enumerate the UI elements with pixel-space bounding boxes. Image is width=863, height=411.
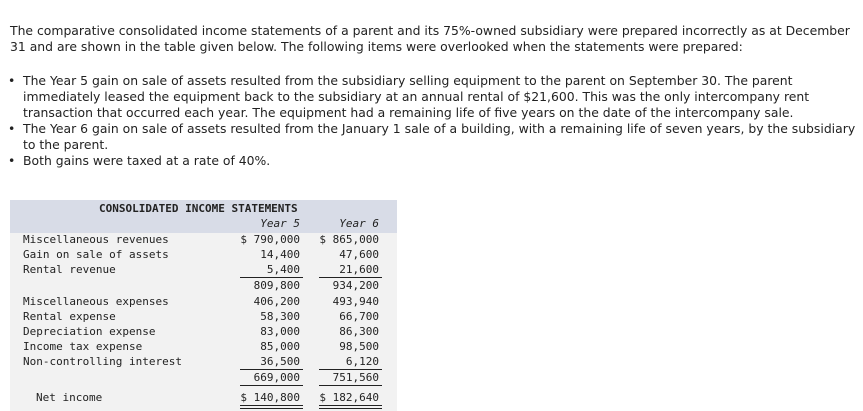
cell-year5: 5,400 — [266, 263, 300, 276]
cell-year6: 47,600 — [339, 248, 379, 261]
net-income-label: Net income — [36, 391, 103, 404]
row-label: Miscellaneous revenues — [23, 233, 169, 246]
row-label: Miscellaneous expenses — [23, 295, 169, 308]
double-rule — [319, 405, 382, 406]
row-label: Rental revenue — [23, 263, 116, 276]
revenue-total-year6: 934,200 — [332, 279, 379, 292]
row-label: Depreciation expense — [23, 325, 156, 338]
cell-year5: 36,500 — [260, 355, 300, 368]
cell-year6: 66,700 — [339, 310, 379, 323]
problem-intro: The comparative consolidated income statements of a parent and its 75%-owned subsidiary were prepared incorrectly as at December 31 and are shown in the table given below. The following items were overlooked when the statements were prepared: — [10, 23, 850, 55]
expense-total-year6: 751,560 — [332, 371, 379, 384]
cell-year6: 493,940 — [332, 295, 379, 308]
column-header-year6: Year 6 — [339, 217, 379, 230]
income-statement-table — [10, 200, 397, 411]
double-rule — [240, 408, 303, 409]
subtotal-rule — [319, 369, 382, 370]
net-income-year5: $ 140,800 — [240, 391, 300, 404]
subtotal-rule — [240, 277, 303, 278]
expense-total-year5: 669,000 — [253, 371, 300, 384]
cell-year5: 406,200 — [253, 295, 300, 308]
net-income-year6: $ 182,640 — [319, 391, 379, 404]
revenue-total-year5: 809,800 — [253, 279, 300, 292]
cell-year5: 14,400 — [260, 248, 300, 261]
subtotal-rule — [240, 369, 303, 370]
cell-year5: $ 790,000 — [240, 233, 300, 246]
bullet-item: • The Year 6 gain on sale of assets resulted from the January 1 sale of a building, with a remaining life of seven years, by the subsidiary to the parent. — [23, 121, 863, 153]
subtotal-rule — [319, 277, 382, 278]
row-label: Income tax expense — [23, 340, 143, 353]
cell-year6: $ 865,000 — [319, 233, 379, 246]
overlooked-items-list — [0, 73, 863, 169]
row-label: Gain on sale of assets — [23, 248, 169, 261]
bullet-item: • Both gains were taxed at a rate of 40%. — [23, 153, 863, 169]
cell-year5: 83,000 — [260, 325, 300, 338]
bullet-item: • The Year 5 gain on sale of assets resulted from the subsidiary selling equipment to the parent on September 30. The parent immediately leased the equipment back to the subsidiary at an annual rental of $21,600. This was the only intercompany rent transaction that occurred each year. The equipment had a remaining life of five years on the date of the intercompany sale. — [23, 73, 863, 121]
cell-year5: 85,000 — [260, 340, 300, 353]
row-label: Rental expense — [23, 310, 116, 323]
cell-year5: 58,300 — [260, 310, 300, 323]
cell-year6: 6,120 — [345, 355, 379, 368]
subtotal-rule — [319, 385, 382, 386]
double-rule — [240, 405, 303, 406]
cell-year6: 86,300 — [339, 325, 379, 338]
table-title: CONSOLIDATED INCOME STATEMENTS — [99, 202, 298, 215]
column-header-year5: Year 5 — [260, 217, 300, 230]
double-rule — [319, 408, 382, 409]
cell-year6: 98,500 — [339, 340, 379, 353]
cell-year6: 21,600 — [339, 263, 379, 276]
row-label: Non-controlling interest — [23, 355, 182, 368]
subtotal-rule — [240, 385, 303, 386]
